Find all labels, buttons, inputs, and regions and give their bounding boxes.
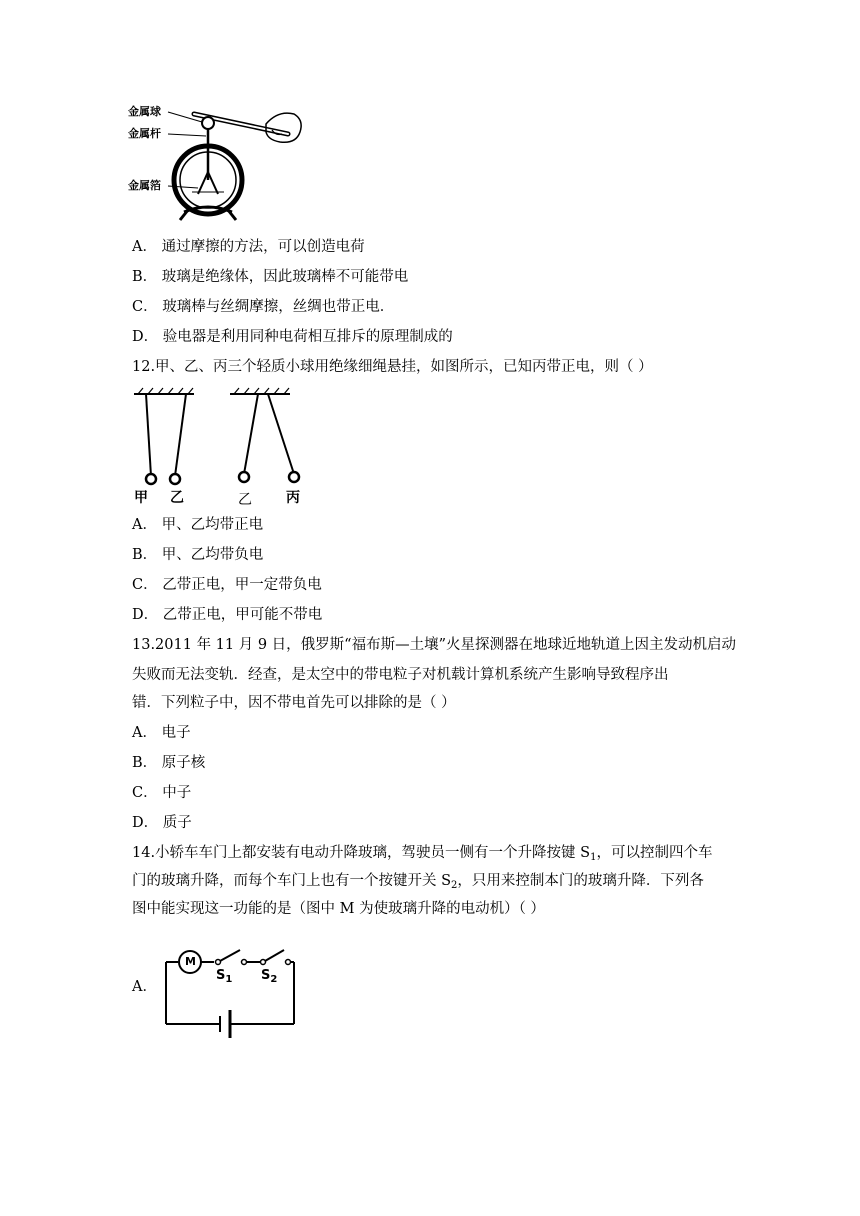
motor-label: M [185,955,196,968]
q13-stem-line-3: 错．下列粒子中，因不带电首先可以排除的是（ ） [132,695,456,711]
q12-option-d: D． 乙带正电，甲可能不带电 [132,607,323,623]
q12-figure [130,386,320,516]
q13-option-b: B． 原子核 [132,755,206,771]
switch-s1-label: $S_1$ [216,968,233,985]
q11-option-d: D． 验电器是利用同种电荷相互排斥的原理制成的 [132,329,453,345]
q12-option-a: A． 甲、乙均带正电 [132,517,264,533]
q13-stem-line-2: 失败而无法变轨．经查，是太空中的带电粒子对机载计算机系统产生影响导致程序出 [132,667,669,683]
q12-option-c: C． 乙带正电，甲一定带负电 [132,577,322,593]
electroscope-figure [128,96,308,228]
label-yi-left: 乙 [170,490,184,506]
q12-option-b: B． 甲、乙均带负电 [132,547,264,563]
q14-stem-line-1: 14.小轿车车门上都安装有电动升降玻璃，驾驶员一侧有一个升降按键 $S_1$，可以控制四个车 [132,845,713,863]
circuit-a-drawing [160,944,300,1040]
q13-option-a: A． 电子 [132,725,191,741]
q11-option-c: C． 玻璃棒与丝绸摩擦，丝绸也带正电． [132,299,395,315]
label-metal-foil: 金属箔 [128,179,161,192]
circuit-a-figure [160,944,300,1040]
label-jia: 甲 [134,490,148,506]
q13-stem-line-1: 13.2011 年 11 月 9 日，俄罗斯“福布斯—土壤”火星探测器在地球近地轨道上因主发动机启动 [132,637,737,653]
q11-option-b: B． 玻璃是绝缘体，因此玻璃棒不可能带电 [132,269,409,285]
label-bing: 丙 [286,490,300,506]
q13-option-d: D． 质子 [132,815,192,831]
label-metal-rod: 金属杆 [128,127,161,140]
q13-option-c: C． 中子 [132,785,192,801]
q11-option-a: A． 通过摩擦的方法，可以创造电荷 [132,239,365,255]
q12-stem: 12.甲、乙、丙三个轻质小球用绝缘细绳悬挂，如图所示，已知丙带正电，则（ ） [132,359,653,375]
label-yi-right: 乙 [238,492,252,508]
q14-stem-line-2: 门的玻璃升降，而每个车门上也有一个按键开关 $S_2$，只用来控制本门的玻璃升降．下列各 [132,873,704,891]
q14-option-a-label: A． [132,979,157,995]
switch-s2-label: $S_2$ [261,968,278,985]
q14-stem-line-3: 图中能实现这一功能的是（图中 M 为使玻璃升降的电动机）（ ） [132,901,545,917]
label-metal-ball: 金属球 [128,105,161,118]
